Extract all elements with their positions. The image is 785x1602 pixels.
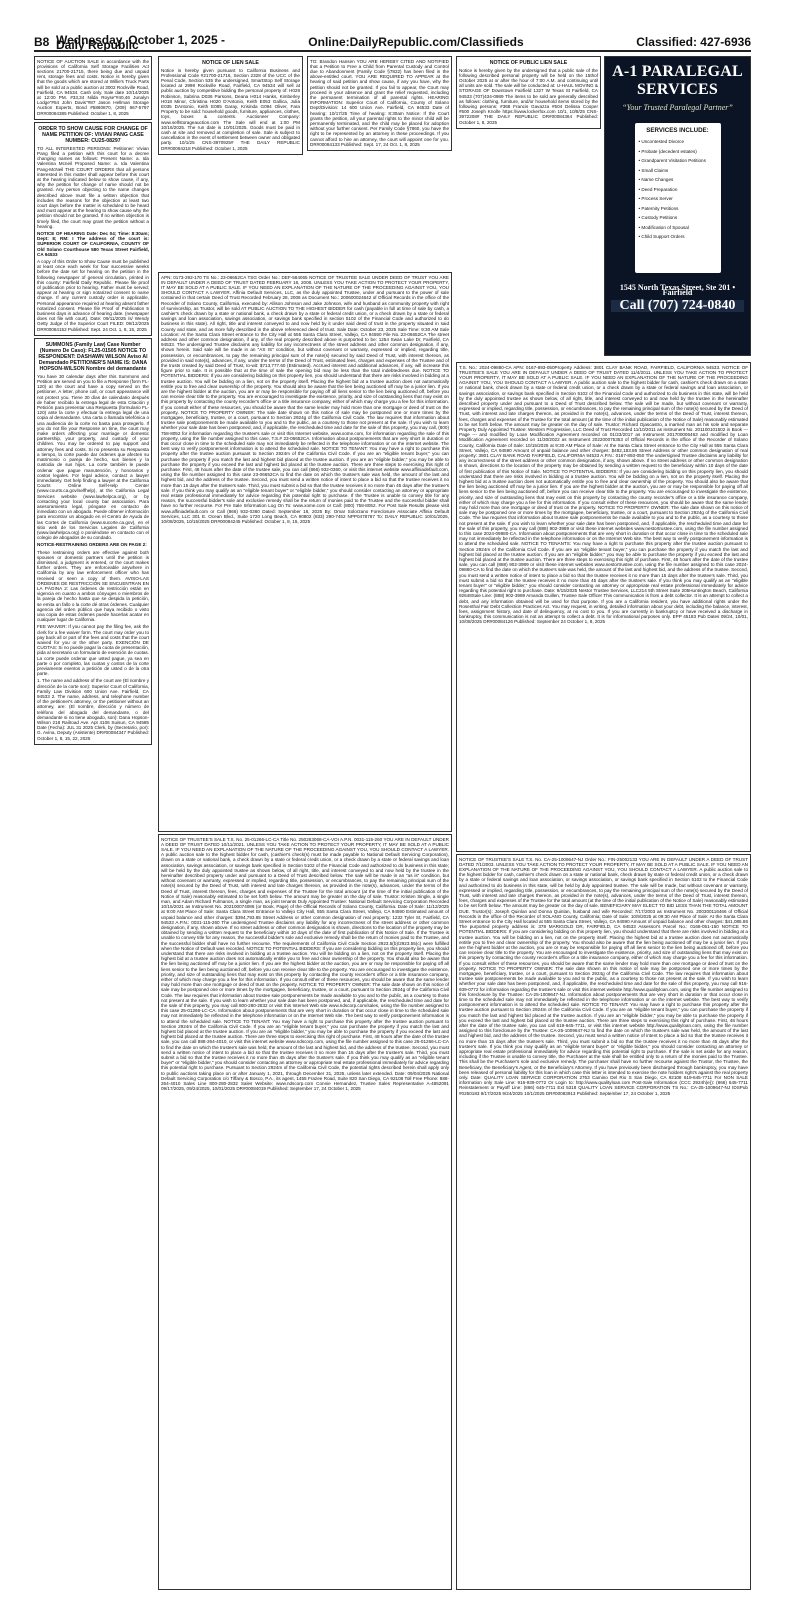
lien-sale-body: Notice is hereby given pursuant to California Business and Professional Code #21700-21716, Section 2328 of the UCC of the Penal Code, Section 535 the undersigned, SmartStop Self Storage located at 2998 Rockville Road, Fairfield, CA 94534 will sell at public auction by competitive bidding the personal property of: H028 Robinson, Sabrina D036 Parsons, Deana H014 Hanks, Kimberley H018 Minor, Christina H020 D'Antonio, Keith E053 Gallica, Julia E035 DAntonio, Keith E085 Garay, Krisinda G094 Oliver, Fara Property to be sold: household goods, furniture, appliances, clothes, toys, boxes & contents. Auctioneer Company: www.selfstorageauction.com The Sale will end at 1:00 PM 10/16/2025. The run date is 10/01/2025. Goods must be paid in cash at site and removed at completion of sale. Sale is subject to cancellation in the event of settlement between owner and obligated party. 10/1/25 CNS-3970925# THE DAILY REPUBLIC DR#00084218 Published: October 1, 2025: [161, 67, 300, 151]
service-item: • Uncontested Divorce: [639, 137, 717, 147]
services-box: [635, 123, 721, 273]
ad-tagline: “Your Trusted Paralegal Partner”: [622, 103, 733, 112]
osc-tail: A copy of this Order to Show Cause must be published at least once each week for four successive weeks before the date set for hearing on the petition in the following newspaper of general circulation, printed in this county: Fairfield Daily Republic. Please file proof of publication prior to hearing. Father must be served; appear at hearing or sign notarized consent to name change. If any current custody order is applicable, Personal appearance required at hearing absent father notarized consent. Please file Proof of Publication 5 business days in advance of hearing date. (newspaper does not file with court). Date: 09/11/2025 /s/ Wendy Getty Judge of the Superior Court FILED: 09/12/2025 DR#00084152 Published: Sept. 24 Oct. 1, 8, 15, 2025: [37, 259, 149, 332]
service-item: • Child Support Orders: [639, 232, 717, 242]
section-label: B8: [34, 35, 50, 50]
summons-title: SUMMONS (Family Law) Case Number (Numero De Caso): FL25-01505 NOTICE TO RESPONDENT: DASHAWN WILSON Aviso Al Demandado PETITIONER'S NAME IS: DANA HOPSON-WILSON Nombre del demandante: [38, 341, 148, 372]
order-to-show-cause: [34, 122, 152, 336]
paralegal-ad[interactable]: [604, 56, 751, 356]
trustee-notices-left: [158, 272, 452, 1594]
ad-address: 1545 North Texas Street, Ste 201 • Fairfield: [619, 283, 736, 298]
classifieds-url[interactable]: Online:DailyRepublic.com/Classifieds: [308, 35, 524, 50]
trustee-sale-4-text: NOTICE OF TRUSTEE'S SALE T.S. No. CA-25-1009647-NJ Order No.: FIN-25002133 YOU ARE IN DEFAULT UNDER A DEED OF TRUST DATED 7/1/2003. UNLESS YOU TAKE ACTION TO PROTECT YOUR PROPERTY, IT MAY BE SOLD AT A PUBLIC SALE. IF YOU NEED AN EXPLANATION OF THE NATURE OF THE PROCEEDING AGAINST YOU, YOU SHOULD CONTACT A LAWYER. A public auction sale to the highest bidder for cash, cashier's check drawn on a state or national bank, check drawn by state or federal credit union, or a check drawn by a state or federal savings and loan association, or savings association, or savings bank specified in Section 5102 to the Financial Code and authorized to do business in this state, will be held by duly appointed trustee. The sale will be made, but without covenant or warranty, expressed or implied, regarding title, possession, or encumbrances, to pay the remaining principal sum of the note(s) secured by the Deed of Trust, with interest and late charges thereon, as provided in the note(s), advances, under the terms of the Deed of Trust, interest thereon, fees, charges and expenses of the Trustee for the total amount (at the time of the initial publication of the Notice of Sale) reasonably estimated to be set forth below. The amount may be greater on the day of sale. BENEFICIARY MAY ELECT TO BID LESS THAN THE TOTAL AMOUNT DUE. Trustor(s): Joseph Quinlan and Donna Quinlan, husband and wife Recorded: 7/17/2003 as Instrument No. 200300116466 of Official Records in the office of the Recorder of SOLANO County, California; Date of Sale: 10/9/2025 at 09:30 AM Place of Sale: At the Santa Clara Street entrance to the City Hall located at 555 Santa Clara Street, Vallejo, CA 94590 Amount of unpaid balance and other charges: $41,085.86 The purported property address is: 378 MARIGOLD DR, FAIRFIELD, CA 94533 Assessor's Parcel No.: 0168-051-150 NOTICE TO POTENTIAL BIDDERS: If you are considering bidding on this property lien, you should understand that there are risks involved in bidding at a trustee auction. You will be bidding on a lien, not on the property itself. Placing the highest bid at a trustee auction does not automatically entitle you to free and clear ownership of the property. You should also be aware that the lien being auctioned off may be a junior lien. If you are the highest bidder at the auction, you are or may be responsible for paying off all liens senior to the lien being auctioned off, before you can receive clear title to the property. You are encouraged to investigate the existence, priority, and size of outstanding liens that may exist on this property by contacting the county recorder's office or a title insurance company, either of which may charge you a fee for this information. If you consult either of these resources, you should be aware that the same lender may hold more than one mortgage or deed of trust on the property. NOTICE TO PROPERTY OWNER: The sale date shown on this notice of sale may be postponed one or more times by the mortgagee, beneficiary, trustee, or a court, pursuant to Section 2924g of the California Civil Code. The law requires that information about trustee sale postponements be made available to you and to the public, as a courtesy to those not present at the sale. If you wish to learn whether your sale date has been postponed, and, if applicable, the rescheduled time and date for the sale of this property, you may call 916-939-0772 for information regarding the trustee's sale or visit this internet website http://www.qualityloan.com, using the file number assigned to this foreclosure by the Trustee: CA-25-1009647-NJ. Information about postponements that are very short in duration or that occur close in time to the scheduled sale may not immediately be reflected in the telephone information or on the internet website. The best way to verify postponement information is to attend the scheduled sale. NOTICE TO TENANT: You may have a right to purchase this property after the trustee auction pursuant to Section 2924m of the California Civil Code. If you are an "eligible tenant buyer," you can purchase the property if you match the last and highest bid placed at the trustee auction. If you are an "eligible bidder," you may be able to purchase the property if you exceed the last and highest bid placed at the trustee auction. There are three steps to exercising this right of purchase. First, 48 hours after the date of the trustee sale, you can call 619-645-7711, or visit this internet website http://www.qualityloan.com, using the file number assigned to this foreclosure by the Trustee: CA-25-1009647-NJ to find the date on which the trustee's sale was held, the amount of the last and highest bid, and the address of the trustee. Second, you must send a written notice of intent to place a bid so that the trustee receives it no more than 15 days after the trustee's sale. Third, you must submit a bid so that the trustee receives it no more than 45 days after the trustee's sale. If you think you may qualify as an "eligible tenant buyer" or "eligible bidder," you should consider contacting an attorney or appropriate real estate professional immediately for advice regarding this potential right to purchase. If the sale is set aside for any reason, including if the Trustee is unable to convey title, the Purchaser at the sale shall be entitled only to a return of the monies paid to the Trustee. This shall be the Purchaser's sole and exclusive remedy. The purchaser shall have no further recourse against the Trustor, the Trustee, the Beneficiary, the Beneficiary's Agent, or the Beneficiary's Attorney. If you have previously been discharged through bankruptcy, you may have been released of personal liability for this loan in which case this letter is intended to exercise the note holders right's against the real property only. Date: QUALITY LOAN SERVICE CORPORATION 2763 Camino Del Rio S San Diego, CA 92108 619-645-7711 For NON SALE information only Sale Line: 916-939-0772 Or Login to: http://www.qualityloan.com Post-Sale Information (CCC 2924h(e)): (866) 645-7711 Reinstatement or Payoff Line: (866) 645-7711 Ext 5318 QUALITY LOAN SERVICE CORPORATION TS No.: CA-25-1009647-NJ IDSPub #0250183 9/17/2025 9/24/2025 10/1/2025 DR#00083913 Published: September 17, 24 October 1, 2025: [459, 856, 748, 1096]
restraining-title: NOTICE-RESTRAINING ORDERS ARE ON PAGE 2:: [37, 542, 147, 548]
service-item: • Small Claims: [639, 166, 717, 176]
osc-hearing: NOTICE OF HEARING Date: Dec 04; Time: 8:30am; Dept: 8; RM: I The address of the court is: SUPERIOR COURT OF CALIFORNIA, COUNTY OF Old Solano Courthouse 580 Texas Street Fairfield, CA 94533: [37, 230, 149, 257]
page-header: [34, 32, 751, 52]
fee-waiver: FEE WAIVER: If you cannot pay the filing fee, ask the clerk for a fee waiver form. The court may order you to pay back all or part of the fees and costs that the court waived for you or the other party. EXENCIÓN DE CUOTAS: Si no puede pagar la cuota de presentación, pida al secretario un formulario de exención de cuotas. La corte puede ordenar que usted pague, ya sea en parte o por completo, las cuotas y costos de la corte previamente exentos a petición de usted o de la otra parte.: [37, 624, 149, 677]
public-lien-notice: [456, 56, 601, 129]
lien-sale-title: NOTICE OF LIEN SALE: [202, 59, 259, 66]
trustee-notices-right: [456, 362, 751, 1594]
service-item: • Name Changes: [639, 175, 717, 185]
trustee-sale-notice-2: [158, 834, 452, 1590]
column-1: [34, 56, 152, 747]
services-title: SERVICES INCLUDE:: [646, 127, 709, 134]
classified-phone: Classified: 427-6936: [636, 35, 751, 50]
trustee-sale-1-text: APN: 0173-292-170 TS No.: 23-06652CA TSG Order No.: DEF-584065 NOTICE OF TRUSTEE SALE UNDER DEED OF TRUST YOU ARE IN DEFAULT UNDER A DEED OF TRUST DATED FEBRUARY 16, 2006. UNLESS YOU TAKE ACTION TO PROTECT YOUR PROPERTY, IT MAY BE SOLD AT A PUBLIC SALE. IF YOU NEED AN EXPLANATION OF THE NATURE OF THE PROCEEDING AGAINST YOU, YOU SHOULD CONTACT A LAWYER. Affinia Default Services, LLC, as the duly appointed Trustee, under and pursuant to the power of sale contained in that certain Deed of Trust Recorded February 28, 2006 as Document No.: 200600024642 of Official Records in the office of the Recorder of Solano County, California, executed by: Allison Johnson and Jake Johnson, wife and husband as community property with right of survivorship, as Trustor, will be sold AT PUBLIC AUCTION TO THE HIGHEST BIDDER for cash (payable in full at time of sale by cash, a cashier's check drawn by a state or national bank, a check drawn by a state or federal credit union, or a check drawn by a state or federal savings and loan association, savings association, or savings bank specified in section 5102 of the Financial Code and authorized to do business in this state). All right, title and interest conveyed to and now held by it under said deed of trust in the property situated in said County and state, and as more fully described in the above referenced deed of trust. Sale Date: October 23, 2025 Sale Time: 9:30 AM Sale Location: At the Santa Clara Street entrance to the City Hall at 555 Santa Clara Street, Vallejo, CA 94590 File No.:23-06652CA The street address and other common designation, if any, of the real property described above is purported to be: 1254 Swan Lake Dr, Fairfield, CA 94533. The undersigned Trustee disclaims any liability for any incorrectness of the street address and other common designation, if any, shown herein. Said sale will be made in an "AS IS" condition, but without covenant or warranty, expressed or implied, regarding title, possession, or encumbrances, to pay the remaining principal sum of the note(s) secured by said Deed of Trust, with interest thereon, as provided in said note(s), advances, if any, under the terms of the Deed of Trust, estimated fees, charges and expenses of the Trustee and of the trusts created by said Deed of Trust, to-wit: $713,777.60 (Estimated). Accrued interest and additional advances, if any, will increase this figure prior to sale. It is possible that at the time of sale the opening bid may be less than the total indebtedness due. NOTICE TO POTENTIAL BIDDERS: If you are considering bidding on this property lien, you should understand that there are risks involved in bidding at a trustee auction. You will be bidding on a lien, not on the property itself. Placing the highest bid at a trustee auction does not automatically entitle you to free and clear ownership of the property. You should also be aware that the lien being auctioned off may be a junior lien. If you are the highest bidder at the auction, you are or may be responsible for paying off all liens senior to the lien being auctioned off, before you can receive clear title to the property. You are encouraged to investigate the existence, priority, and size of outstanding liens that may exist on this property by contacting the county recorder's office or a title insurance company, either of which may charge you a fee for this information. If you consult either of these resources, you should be aware that the same lender may hold more than one mortgage or deed of trust on the property. NOTICE TO PROPERTY OWNER: The sale date shown on this notice of sale may be postponed one or more times by the mortgagee, beneficiary, trustee, or a court, pursuant to Section 2924g of the California Civil Code. The law requires that information about trustee sale postponements be made available to you and to the public, as a courtesy to those not present at the sale. If you wish to learn whether your sale date has been postponed, and, if applicable, the rescheduled time and date for the sale of this property, you may call, (800) 758-8052 for information regarding the trustee's sale or visit this Internet website, www.xome.com, for information regarding the sale of this property, using the file number assigned to this case, T.S.# 23-06652CA. Information about postponements that are very short in duration or that occur close in time to the scheduled sale may not immediately be reflected in the telephone information or on the internet website. The best way to verify postponement information is to attend the scheduled sale. NOTICE TO TENANT: You may have a right to purchase this property after the trustee auction pursuant to Section 2924m of the California Civil Code. If you are an "eligible tenant buyer," you can purchase the property if you match the last and highest bid placed at the trustee auction. If you are an "eligible bidder," you may be able to purchase the property if you exceed the last and highest bid placed at the trustee auction. There are three steps to exercising this right of purchase. First, 48 hours after the date of the trustee sale, you can call (866) 932-0360, or visit this internet website www.affiniadefault.com, using the file number assigned to this case 23-06652CA to find the date on which the trustee's sale was held, the amount of the last and highest bid, and the address of the trustee. Second, you must send a written notice of intent to place a bid so that the trustee receives it no more than 15 days after the trustee's sale. Third, you must submit a bid so that the trustee receives it no more than 45 days after the trustee's sale. If you think you may qualify as an "eligible tenant buyer" or "eligible bidder," you should consider contacting an attorney or appropriate real estate professional immediately for advice regarding this potential right to purchase. If the Trustee is unable to convey title for any reason, the successful bidder's sole and exclusive remedy shall be the return of monies paid to the Trustee and the successful bidder shall have no further recourse. For Pre Sale Information Log On To: www.xome.com or Call: (800) 758-8052. For Post Sale Results please visit www.affiniadefault.com or Call (866) 932-0360 Dated: September 16, 2025 By: Omar Solorzano Foreclosure Associate Affinia Default Services, LLC 301 E. Ocean Blvd., Suite 1720 Long Beach, CA 90802 (833) 290-7452 NPP0478787 To: DAILY REPUBLIC 10/01/2025, 10/08/2025, 10/15/2025 DR#00084245 Published: October 1, 8, 15, 2025: [161, 274, 449, 525]
service-item: • Paternity Petitions: [639, 204, 717, 214]
column-4: [456, 56, 601, 131]
osc-title: ORDER TO SHOW CAUSE FOR CHANGE OF NAME PETITION OF: VIVIAN PANG CASE NUMBER: CU25-08297: [38, 125, 148, 144]
lien-sale-notice: [158, 56, 303, 155]
auction-notice: [34, 56, 152, 120]
restraining-body: These restraining orders are effective against both spouses or domestic partners until the petition is dismissed, a judgment is entered, or the court makes further orders. They are enforceable anywhere in California by any law enforcement officer who has received or seen a copy of them. AVISO-LAS ÓRDENES DE RESTRICCIÓN SE ENCUENTRAN EN LA PÁGINA 2: Las órdenes de restricción están en vigencia en cuanto a ambos cónyuges o miembros de la pareja de hecho hasta que se despida la petición, se emita un fallo o la corte dé otras órdenes. Cualquier agencia del orden público que haya recibido o visto una copia de estas órdenes puede hacerlas acatar en cualquier lugar de California.: [37, 549, 149, 623]
issue-date: Wednesday, October 1, 2025 - Daily Republic: [56, 32, 225, 52]
service-item: • Probate (decedent estates): [639, 147, 717, 157]
ad-title: A-1 PARALEGAL SERVICES: [612, 63, 743, 98]
ad-phone[interactable]: Call (707) 724-0840: [611, 300, 744, 311]
osc-body: TO ALL INTERESTED PERSONS: Petitioner: Vivian Pang filed a petition with this court for a decree changing names as follows: Present Name: a. Ida Valentina Mcneil Proposed Name: a. Ida Valentina Pang-McNeil THE COURT ORDERS that all persons interested in this matter shall appear before this court at the hearing indicated below to show cause, if any, why the petition for change of name should not be granted. Any person objecting to the name changes described above must file a written objection that includes the reasons for the objection at least two court days before the matter is scheduled to be heard and must appear at the hearing to show cause why the petition should not be granted. If no written objection is timely filed, the court may grant the petition without a hearing.: [37, 145, 149, 229]
auction-notice-text: NOTICE OF AUCTION SALE in accordance with the provisions of California Self Storage Facilities Act sections 21700-21715, there being due and unpaid rent, storage fees and costs. Notice is hereby given that the goods which are stored at Willie's Truck Parts will be sold at a public auction at 3002 Rockville Road, Fairfield, CA 94534. Cash only. Sale date 10/14/2025 at 12:00 PM. #33,34 Nilda Royse"#40,46 Junalyn Lodge"#54 John Davis"#87 Jason Hellman Storage Auction Experts, Bond #5860870, (209) 667-5797 DR#00084385 Published: October 1, 8, 2025: [37, 58, 149, 116]
trustee-sale-notice-1: [158, 272, 452, 832]
public-lien-title: NOTICE OF PUBLIC LIEN SALE: [489, 59, 568, 66]
summons-body: You have 30 calendar days after this Summons and Petition are served on you to file a Response (form FL-120) at the court and have a copy served on the petitioner. A letter, phone call, or court appearance will not protect you. Tiene 30 días de calendario después de haber recibido la entrega legal de esta Citación y Petición para presentar una Respuesta (formulario FL-120) ante la corte y efectuar la entrega legal de una copia al demandante. Una carta o llamada telefónica o una audiencia de la corte no basta para protegerlo. If you do not file your Response on time, the court may make orders affecting your marriage or domestic partnership, your property, and custody of your children. You may be ordered to pay support and attorney fees and costs. Si no presenta su Respuesta a tiempo, la corte puede dar órdenes que afecten su matrimonio o pareja de hecho, sus bienes y la custodia de sus hijos. La corte también le puede ordenar que pague manutención, y honorarios y costos legales. For legal advice, contact a lawyer immediately. Get help finding a lawyer at the California Courts Online Self-Help Center (www.courts.ca.gov/selfhelp), at the California Legal Services website (www.lawhelpca.org), or by contacting your local county bar association. Para asesoramiento legal, póngase en contacto de inmediato con un abogado. Puede obtener información para encontrar un abogado en el Centro de Ayuda de las Cortes de California (www.sucorte.ca.gov), en el sitio web de los Servicios Legales de California (www.lawhelpca.org) o poniéndose en contacto con el colegio de abogados de su condado.: [37, 373, 149, 541]
trustee-sale-notice-3: [456, 362, 751, 852]
services-list: [639, 137, 717, 242]
family-law-summons: [34, 338, 152, 745]
trustee-sale-3-text: T.S. No.: 2024-09880-CA APN: 0167-893-050Property Address: 3801 CLAY BANK ROAD, FAIRFIELD, CALIFORNIA 94533. NOTICE OF TRUSTEE'S SALE YOU ARE IN DEFAULT UNDER A DEED OF TRUST DATED 11/4/2011. UNLESS YOU TAKE ACTION TO PROTECT YOUR PROPERTY, IT MAY BE SOLD AT A PUBLIC SALE. IF YOU NEED AN EXPLANATION OF THE NATURE OF THE PROCEEDING AGAINST YOU, YOU SHOULD CONTACT A LAWYER. A public auction sale to the highest bidder for cash, cashier's check drawn on a state or national bank, check drawn by a state or federal credit union, or a check drawn by a state or federal savings and loan association, or savings association, or savings bank specified in Section 5102 of the Financial Code and authorized to do business in this state, will be held by the duly appointed trustee as shown below, of all right, title, and interest conveyed to and now held by the trustee in the hereinafter described property under and pursuant to a Deed of Trust described below. The sale will be made, but without covenant or warranty, expressed or implied, regarding title, possession, or encumbrances, to pay the remaining principal sum of the note(s) secured by the Deed of Trust, with interest and late charges thereon, as provided in the note(s), advances, under the terms of the Deed of Trust, interest thereon, fees, charges and expenses of the Trustee for the total amount (at the time of the initial publication of the Notice of Sale) reasonably estimated to be set forth below. The amount may be greater on the day of sale. Trustor: Richard Ojascastro, a married man as his sole and separate Property Duly Appointed Trustee: Western Progressive, LLC Deed of Trust Recorded 11/10/2011 as Instrument No. 201100101502 in Book --- Page --- and modified by Loan Modification Agreement recorded on 01/23/2017 as Instrument 201700006463 and modified by Loan Modification Agreement recorded on 11/30/2022 as Instrument 202200075353 of Official Records in the office of the Recorder of Solano County, California Date of Sale: 10/15/2025 at 9:30 AM Place of Sale: At the Santa Clara Street entrance to the City Hall at 555 Santa Clara Street, Vallejo, CA 94590 Amount of unpaid balance and other charges: $482,183.86 Street Address or other common designation of real property: 3801 CLAY BANK ROAD FAIRFIELD, CALIFORNIA 94533 A.P.N.: 0167-893-050 The undersigned Trustee disclaims any liability for any incorrectness of the street address or other common designation, if any, shown above. If no street address or other common designation is shown, directions to the location of the property may be obtained by sending a written request to the beneficiary within 10 days of the date of first publication of this Notice of Sale. NOTICE TO POTENTIAL BIDDERS: If you are considering bidding on this property lien, you should understand that there are risks involved in bidding at a trustee auction. You will be bidding on a lien, not on the property itself. Placing the highest bid at a trustee auction does not automatically entitle you to free and clear ownership of the property. You should also be aware that the lien being auctioned off may be a junior lien. If you are the highest bidder at the auction, you are or may be responsible for paying off all liens senior to the lien being auctioned off, before you can receive clear title to the property. You are encouraged to investigate the existence, priority, and size of outstanding liens that may exist on this property by contacting the county recorder's office or a title insurance company, either of which may charge you a fee for this information. If you consult either of these resources, you should be aware that the same lender may hold more than one mortgage or deed of trust on the property. NOTICE TO PROPERTY OWNER: The sale date shown on this notice of sale may be postponed one or more times by the mortgagee, beneficiary, trustee, or a court, pursuant to Section 2924g of the California Civil Code. The law requires that information about trustee sale postponements be made available to you and to the public, as a courtesy to those not present at the sale. If you wish to learn whether your sale date has been postponed, and, if applicable, the rescheduled time and date for the sale of this property, you may call (888) 902-3989 or visit these internet websites www.nestortrustee.com, using the file number assigned to this case 2024-09880-CA. Information about postponements that are very short in duration or that occur close in time to the scheduled sale may not immediately be reflected in the telephone information or on the Internet Web site. The best way to verify postponement information is to attend the scheduled sale. NOTICE TO TENANTS: You may have a right to purchase this property after the trustee auction pursuant to Section 2924m of the California Civil Code. If you are an "eligible tenant buyer," you can purchase the property if you match the last and highest bid placed at the trustee auction. If you are an "eligible bidder," you may be able to purchase the property if you exceed the last and highest bid placed at the trustee auction. There are three steps to exercising this right of purchase. First, 48 hours after the date of the trustee sale, you can call (888) 902-3989 or visit these internet websites www.nestortrustee.com, using the file number assigned to this case 2024-09880-CA to find the date on which the trustee's sale was held, the amount of the last and highest bid, and the address of the trustee. Second, you must send a written notice of intent to place a bid so that the trustee receives it no more than 15 days after the trustee's sale. Third, you must submit a bid so that the trustee receives it no more than 45 days after the trustee's sale. If you think you may qualify as an "eligible tenant buyer" or "eligible bidder," you should consider contacting an attorney or appropriate real estate professional immediately for advice regarding this potential right to purchase. Date: 9/15/2025 Nestor Trustee Services, LLC214 5th Street Suite 205Huntington Beach, California 92648Sale Line: (888) 902-3989 Amanda Guillen, Trustee Sale Officer This communication is from a debt collector. It is an attempt to collect a debt, and any information obtained will be used for that purpose. If you are a California resident, you have additional rights under the Rosenthal Fair Debt Collection Practices Act. You may request, in writing, detailed information about your debt, including the balance, interest, fees, assignment history, and date of delinquency, at no cost to you. If you are currently in bankruptcy or have received a discharge in bankruptcy, this communication is not an attempt to collect a debt. It is for informational purposes only. EPP 45183 Pub Dates 09/24, 10/01, 10/08/2025 DR#00084126 Published: September 24 October 1, 8, 2025: [459, 364, 748, 625]
public-lien-body: Notice is hereby given by the undersigned that a public sale of the following described personal property will be held on the 15thof October 2025 at or after the hour of 7:00 A.M. and continuing until all units are sold. The sale will be conducted at: U-HAUL MOVING & STORAGE OF Downtown Fairfield 1327 W Texas St Fairfield, CA 94533 (707)434-0989 The items to be sold are generally described as follows: clothing, furniture, and/or household items stored by the following persons: #368 Francis Gavazza #504 Delissa Cooper #500 Joseph Knolle https://www.lockerfox.com 10/1, 10/8/25 CNS-3972208# THE DAILY REPUBLIC DR#00084364 Published: October 1, 8, 2025: [459, 67, 598, 125]
service-item: • Process Server: [639, 194, 717, 204]
service-item: • Deed Preparation: [639, 185, 717, 195]
service-item: • Grandparent Visitation Petitions: [639, 156, 717, 166]
adoption-citation-text: TO: Brandon Hansen YOU ARE HEREBY CITED AND NOTIFIED that a Petition to Free a Child from Parental Custody and Control due to Abandonment (Family Code §7822) has been filed in the above-entitled court. YOU ARE REQUIRED TO APPEAR at the hearing of said petition and show cause, if any you have, why the petition should not be granted. If you fail to appear, the Court may proceed in your absence and grant the relief requested, including the permanent termination of all parental rights. HEARING INFORMATION: Superior Court of California, County of Solano Dept/Division: 14 600 Union Ave. Fairfield, CA 94533 Date of hearing: 10/17/25 Time of hearing: 8:30am Notice: If the Court grants the petition, all your parental rights to the minor child will be permanently terminated, and the child may be placed for adoption without your further consent. Per Family Code §7860, you have the right to be represented by an attorney in these proceedings. If you cannot afford to hire an attorney, the court will appoint one for you. DR#00084133 Published: Sept. 17, 24 Oct. 1, 8, 2025: [310, 58, 449, 147]
summons-tail: 1. The name and address of the court are (El nombre y dirección de la corte son): Superior Court of California, Family Law Division 600 Union Ave. Fairfield, CA 94533 2. The name, address, and telephone number of the petitioner's attorney, or the petitioner without an attorney, are: (El nombre, dirección y número de teléfono del abogado del demandante, o del demandante si no tiene abogado, son): Dana Hopson-Wilson 218 Railroad Ave. Apt 4106 Suisun, CA 94585 Date (Fecha): JUL 31 2025 Clerk, by (Secretario, por): G. Avina, Deputy (Asistente) DR#00084347 Published: October 1, 8, 15, 22, 2025: [37, 678, 149, 741]
column-3: [307, 56, 452, 153]
service-item: • Modification of Spousal: [639, 223, 717, 233]
service-item: • Custody Petitions: [639, 213, 717, 223]
adoption-citation: [307, 56, 452, 151]
column-5: [604, 56, 751, 356]
trustee-sale-notice-4: [456, 854, 751, 1590]
trustee-sale-2-text: NOTICE OF TRUSTEE'S SALE T.S. No. 25-01266-LC-CA Title No. 250263068-CA-VOI A.P.N. 0031-115-260 YOU ARE IN DEFAULT UNDER A DEED OF TRUST DATED 10/11/2021. UNLESS YOU TAKE ACTION TO PROTECT YOUR PROPERTY, IT MAY BE SOLD AT A PUBLIC SALE. IF YOU NEED AN EXPLANATION OF THE NATURE OF THE PROCEEDING AGAINST YOU, YOU SHOULD CONTACT A LAWYER. A public auction sale to the highest bidder for cash, (cashier's check(s) must be made payable to National Default Servicing Corporation), drawn on a state or national bank, a check drawn by a state or federal credit union, or a check drawn by a state or federal savings and loan association, savings association, or savings bank specified in Section 5102 of the Financial Code and authorized to do business in this state; will be held by the duly appointed trustee as shown below, of all right, title, and interest conveyed to and now held by the trustee in the hereinafter described property under and pursuant to a Deed of Trust described below. The sale will be made in an "as is" condition, but without covenant or warranty, expressed or implied, regarding title, possession, or encumbrances, to pay the remaining principal sum of the note(s) secured by the Deed of Trust, with interest and late charges thereon, as provided in the note(s), advances, under the terms of the Deed of Trust, interest thereon, fees, charges and expenses of the Trustee for the total amount (at the time of the initial publication of the Notice of Sale) reasonably estimated to be set forth below. The amount may be greater on the day of sale. Trustor: Kristen Single, a single man, and Adam Richard Fulmanos, a single man, as joint tenants Duly Appointed Trustee: National Default Servicing Corporation Recorded 10/15/2021 as Instrument No. 202100074086 (or Book, Page) of the Official Records of Solano County, California. Date of Sale: 11/12/2025 at 9:00 AM Place of Sale: Santa Clara Street Entrance to Vallejo City Hall, 555 Santa Clara Street, Vallejo, CA 94590 Estimated amount of unpaid balance and other charges: $394,793.65 Street Address or other common designation of real property: 1232 Tyler St, Fairfield, CA 94533 A.P.N.: 0031-115-260 The undersigned Trustee disclaims any liability for any incorrectness of the street address or other common designation, if any, shown above. If no street address or other common designation is shown, directions to the location of the property may be obtained by sending a written request to the beneficiary within 10 days of the date of first publication of this Notice of Sale. If the Trustee is unable to convey title for any reason, the successful bidder's sole and exclusive remedy shall be the return of monies paid to the Trustee, and the successful bidder shall have no further recourse. The requirements of California Civil Code Section 2923.5(b)/2923.55(c) were fulfilled when the Notice of Default was recorded. NOTICE TO POTENTIAL BIDDERS: If you are considering bidding on this property lien, you should understand that there are risks involved in bidding at a trustee auction. You will be bidding on a lien, not on the property itself. Placing the highest bid at a trustee auction does not automatically entitle you to free and clear ownership of the property. You should also be aware that the lien being auctioned off may be a junior lien. If you are the highest bidder at the auction, you are or may be responsible for paying off all liens senior to the lien being auctioned off, before you can receive clear title to the property. You are encouraged to investigate the existence, priority, and size of outstanding liens that may exist on this property by contacting the county recorder's office or a title insurance company, either of which may charge you a fee for this information. If you consult either of these resources, you should be aware that the same lender may hold more than one mortgage or deed of trust on the property. NOTICE TO PROPERTY OWNER: The sale date shown on this notice of sale may be postponed one or more times by the mortgagee, beneficiary, trustee, or a court, pursuant to Section 2924g of the California Civil Code. The law requires that information about trustee sale postponements be made available to you and to the public, as a courtesy to those not present at the sale. If you wish to learn whether your sale date has been postponed, and, if applicable, the rescheduled time and date for the sale of this property, you may call 800-280-2832 or visit this Internet Web site www.ndscorp.com/sales, using the file number assigned to this case 25-01266-LC-CA. Information about postponements that are very short in duration or that occur close in time to the scheduled sale may not immediately be reflected in the telephone information or on the Internet Web site. The best way to verify postponement information is to attend the scheduled sale. NOTICE TO TENANT: You may have a right to purchase this property after the trustee auction pursuant to Section 2924m of the California Civil Code. If you are an "eligible tenant buyer," you can purchase the property if you match the last and highest bid placed at the trustee auction. If you are an "eligible bidder," you may be able to purchase the property if you exceed the last and highest bid placed at the trustee auction. There are three steps to exercising this right of purchase. First, 48 hours after the date of the trustee sale, you can call 888-264-4010, or visit this internet website www.ndscorp.com, using the file number assigned to this case 25-01266-LC-CA to find the date on which the trustee's sale was held, the amount of the last and highest bid, and the address of the trustee. Second, you must send a written notice of intent to place a bid so that the trustee receives it no more than 15 days after the trustee's sale. Third, you must submit a bid so that the trustee receives it no more than 45 days after the trustee's sale. If you think you may qualify as an "eligible tenant buyer" or "eligible bidder," you should consider contacting an attorney or appropriate real estate professional immediately for advice regarding this potential right to purchase. Pursuant to Section 2924m of the California Civil Code, the potential rights described herein shall apply only to public auctions taking place on or after January 1, 2021, through December 31, 2025, unless later extended. Date: 09/04/2025 National Default Servicing Corporation c/o Tiffany & Bosco, P.A., its agent, 1455 Frazee Road, Suite 820 San Diego, CA 92108 Toll Free Phone: 888-264-4010 Sales Line 800-280-2832 Sales Website: www.ndscorp.com Connie Hernandez, Trustee Sales Representative A-4852091 09/17/2025, 09/24/2025, 10/01/2025 DR#00084019 Published: September 17, 24 October 1, 2025: [161, 836, 449, 1092]
